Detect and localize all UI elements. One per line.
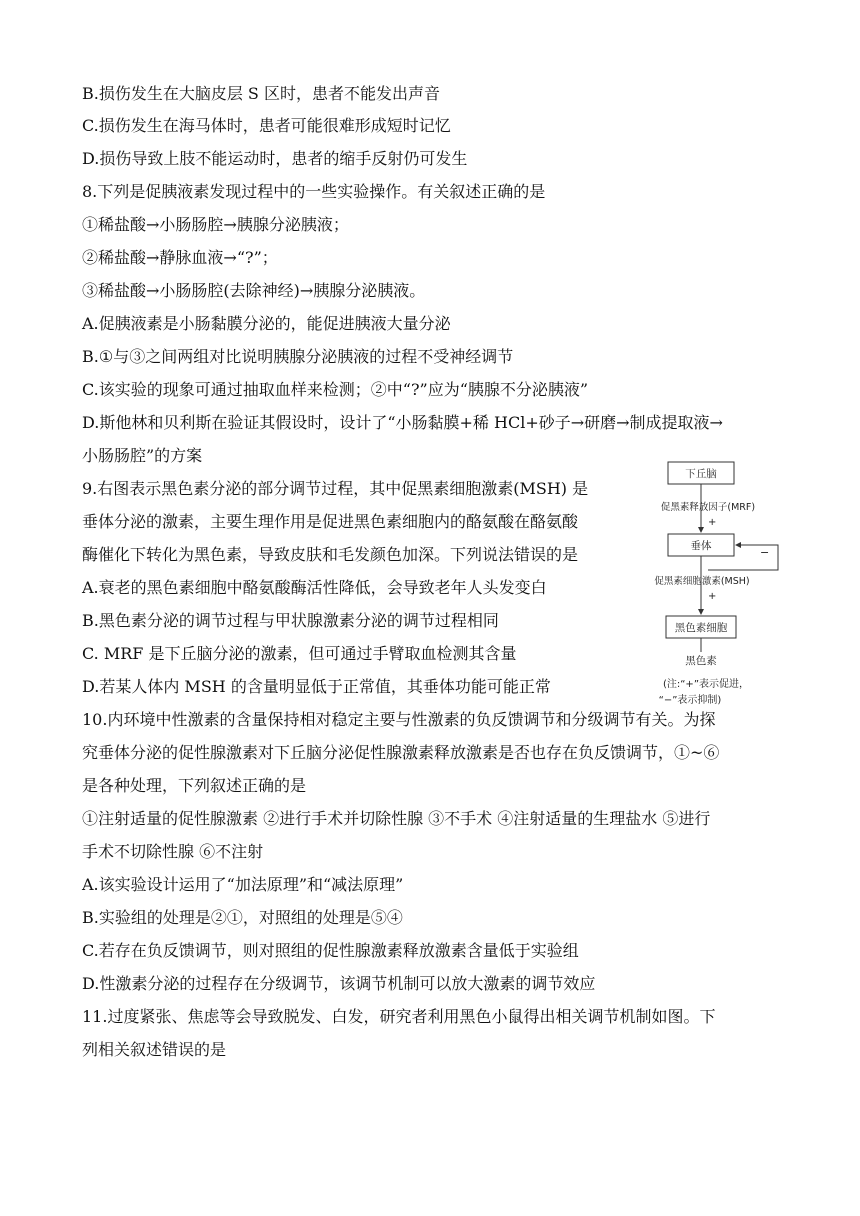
text-line: 手术不切除性腺 ⑥不注射 bbox=[82, 842, 264, 861]
text-line: 9.右图表示黑色素分泌的部分调节过程，其中促黑素细胞激素(MSH) 是 bbox=[82, 479, 589, 498]
plus-sign-2: + bbox=[708, 591, 717, 602]
text-line: C.若存在负反馈调节，则对照组的促性腺激素释放激素含量低于实验组 bbox=[82, 941, 579, 960]
melanocyte-label: 黑色素细胞 bbox=[674, 622, 728, 634]
mrf-label: 促黑素释放因子(MRF) bbox=[660, 502, 756, 513]
text-line: A.衰老的黑色素细胞中酪氨酸酶活性降低，会导致老年人头发变白 bbox=[82, 578, 547, 597]
legend-note-1: (注:“+”表示促进， bbox=[662, 679, 750, 690]
text-line: C.该实验的现象可通过抽取血样来检测；②中“?”应为“胰腺不分泌胰液” bbox=[82, 380, 589, 399]
text-line: 酶催化下转化为黑色素，导致皮肤和毛发颜色加深。下列说法错误的是 bbox=[82, 545, 579, 564]
text-line: ①稀盐酸→小肠肠腔→胰腺分泌胰液； bbox=[82, 215, 349, 234]
text-line: D.斯他林和贝利斯在验证其假设时，设计了“小肠黏膜+稀 HCl+砂子→研磨→制成提取液→ bbox=[82, 413, 723, 432]
text-line: D.性激素分泌的过程存在分级调节，该调节机制可以放大激素的调节效应 bbox=[82, 974, 596, 993]
text-line: 8.下列是促胰液素发现过程中的一些实验操作。有关叙述正确的是 bbox=[82, 182, 546, 201]
melanin-label: 黑色素 bbox=[685, 655, 717, 667]
text-line: C. MRF 是下丘脑分泌的激素，但可通过手臂取血检测其含量 bbox=[82, 644, 517, 663]
text-line: B.黑色素分泌的调节过程与甲状腺激素分泌的调节过程相同 bbox=[82, 611, 499, 630]
text-line: ③稀盐酸→小肠肠腔(去除神经)→胰腺分泌胰液。 bbox=[82, 281, 426, 300]
text-line: B.实验组的处理是②①，对照组的处理是⑤④ bbox=[82, 908, 403, 927]
text-line: D.损伤导致上肢不能运动时，患者的缩手反射仍可发生 bbox=[82, 149, 468, 168]
text-line: 列相关叙述错误的是 bbox=[82, 1040, 227, 1059]
text-line: 10.内环境中性激素的含量保持相对稳定主要与性激素的负反馈调节和分级调节有关。为探 bbox=[82, 710, 716, 729]
msh-regulation-diagram bbox=[628, 458, 788, 708]
text-line: 是各种处理，下列叙述正确的是 bbox=[82, 776, 307, 795]
minus-sign: − bbox=[760, 546, 770, 559]
text-line: 垂体分泌的激素，主要生理作用是促进黑色素细胞内的酪氨酸在酪氨酸 bbox=[82, 512, 579, 531]
text-line: D.若某人体内 MSH 的含量明显低于正常值，其垂体功能可能正常 bbox=[82, 677, 551, 696]
legend-note-2: “−”表示抑制) bbox=[658, 695, 722, 706]
text-line: A.该实验设计运用了“加法原理”和“减法原理” bbox=[82, 875, 404, 894]
pituitary-label: 垂体 bbox=[690, 540, 712, 552]
hypothalamus-label: 下丘脑 bbox=[685, 468, 717, 480]
text-line: 究垂体分泌的促性腺激素对下丘脑分泌促性腺激素释放激素是否也存在负反馈调节，①~⑥ bbox=[82, 743, 720, 762]
text-line: 11.过度紧张、焦虑等会导致脱发、白发，研究者利用黑色小鼠得出相关调节机制如图。下 bbox=[82, 1007, 716, 1026]
text-line: ②稀盐酸→静脉血液→“?”； bbox=[82, 248, 278, 267]
text-line: B.损伤发生在大脑皮层 S 区时，患者不能发出声音 bbox=[82, 84, 440, 103]
text-line: C.损伤发生在海马体时，患者可能很难形成短时记忆 bbox=[82, 116, 451, 135]
text-line: B.①与③之间两组对比说明胰腺分泌胰液的过程不受神经调节 bbox=[82, 347, 514, 366]
text-line: ①注射适量的促性腺激素 ②进行手术并切除性腺 ③不手术 ④注射适量的生理盐水 ⑤进行 bbox=[82, 809, 711, 828]
plus-sign-1: + bbox=[708, 517, 717, 528]
text-line: A.促胰液素是小肠黏膜分泌的，能促进胰液大量分泌 bbox=[82, 314, 451, 333]
text-line: 小肠肠腔”的方案 bbox=[82, 446, 203, 465]
msh-label: 促黑素细胞激素(MSH) bbox=[654, 576, 750, 587]
